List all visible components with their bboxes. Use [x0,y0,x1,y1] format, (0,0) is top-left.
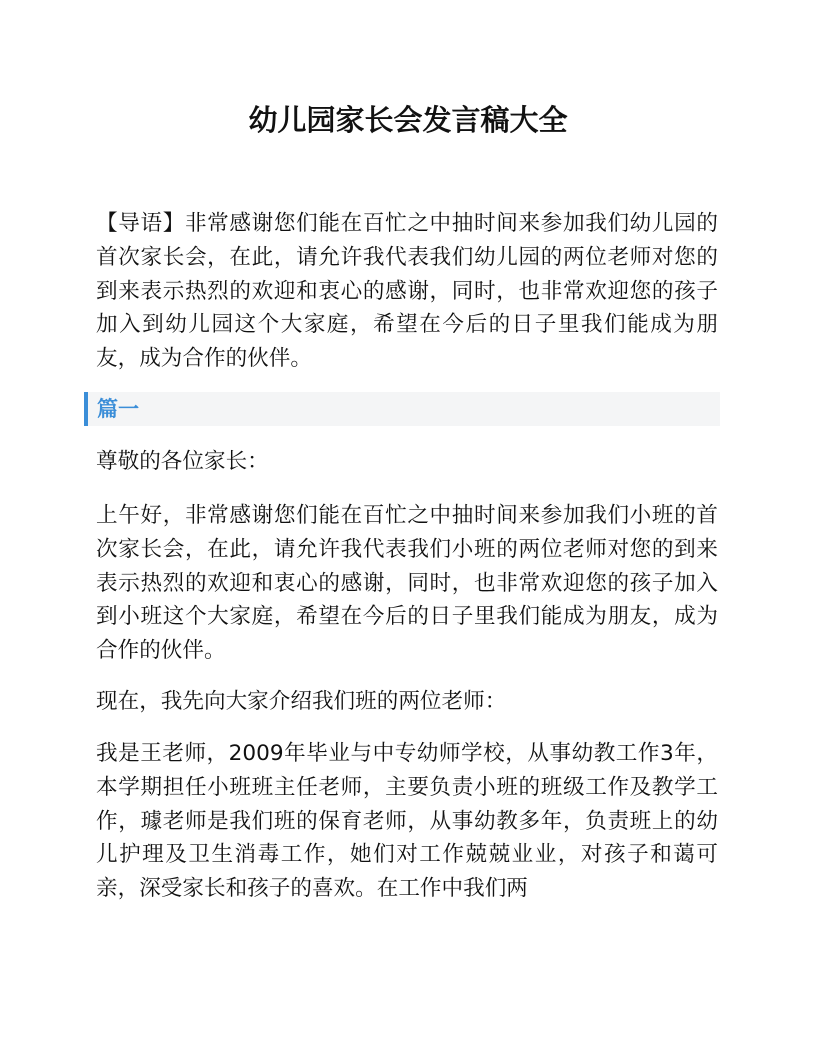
intro-paragraph: 【导语】非常感谢您们能在百忙之中抽时间来参加我们幼儿园的首次家长会，在此，请允许我代表我们幼儿园的两位老师对您的到来表示热烈的欢迎和衷心的感谢，同时，也非常欢迎您的孩子加入到幼儿园这个大家庭，希望在今后的日子里我们能成为朋友，成为合作的伙伴。 [96,211,718,372]
body-paragraph: 现在，我先向大家介绍我们班的两位老师： [96,689,507,714]
section-heading [84,392,720,426]
salutation-paragraph: 尊敬的各位家长： [96,449,269,474]
body-paragraph: 我是王老师，2009年毕业与中专幼师学校，从事幼教工作3年，本学期担任小班班主任老师，主要负责小班的班级工作及教学工作，璩老师是我们班的保育老师，从事幼教多年，负责班上的幼儿护理及卫生消毒工作，她们对工作兢兢业业，对孩子和蔼可亲，深受家长和孩子的喜欢。在工作中我们两 [96,741,718,902]
section-heading-label: 篇一 [97,397,139,421]
document-title: 幼儿园家长会发言稿大全 [248,103,568,137]
body-paragraph: 上午好，非常感谢您们能在百忙之中抽时间来参加我们小班的首次家长会，在此，请允许我代表我们小班的两位老师对您的到来表示热烈的欢迎和衷心的感谢，同时，也非常欢迎您的孩子加入到小班这个大家庭，希望在今后的日子里我们能成为朋友，成为合作的伙伴。 [96,503,718,664]
